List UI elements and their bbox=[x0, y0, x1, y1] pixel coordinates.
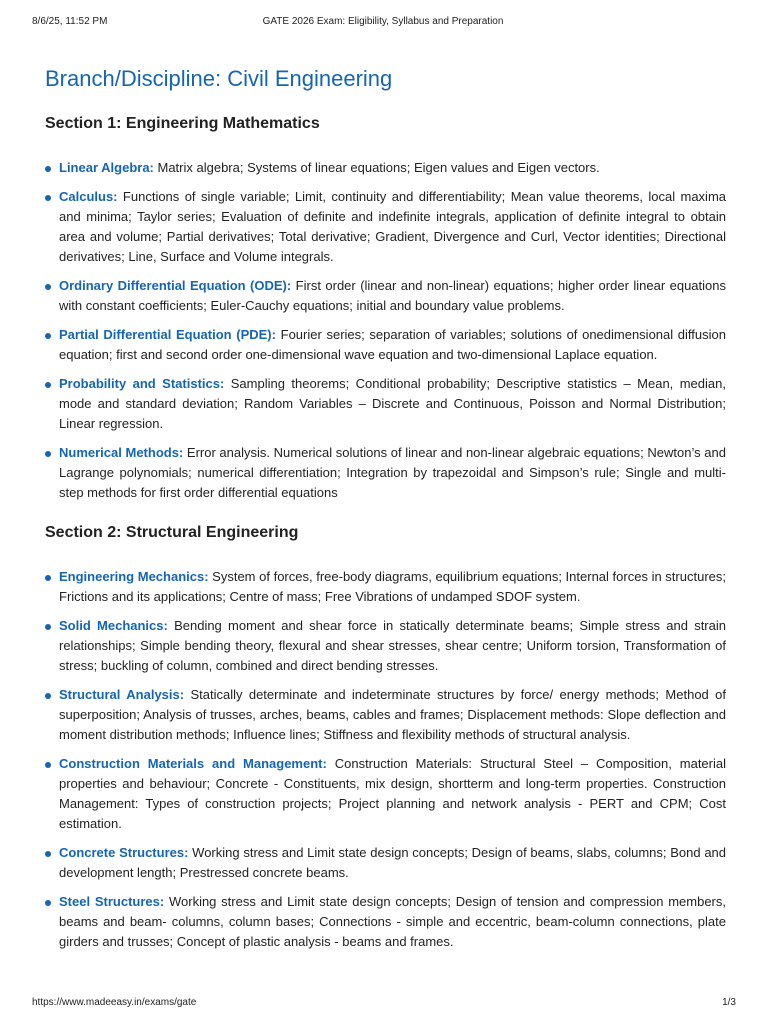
topic-label: Probability and Statistics: bbox=[59, 376, 225, 391]
topic-text: System of forces, free-body diagrams, equilibrium equations; Internal forces in structures; Frictions and its applications; Centre of mass; Free Vibrations of undamped SDOF system. bbox=[59, 569, 726, 604]
topic-label: Concrete Structures: bbox=[59, 845, 189, 860]
topic-label: Steel Structures: bbox=[59, 894, 165, 909]
topic-label: Numerical Methods: bbox=[59, 445, 184, 460]
bullet-icon bbox=[45, 693, 51, 699]
topic-item bbox=[45, 158, 726, 178]
topic-text: Working stress and Limit state design concepts; Design of beams, slabs, columns; Bond and development length; Prestressed concrete beams. bbox=[59, 845, 727, 880]
print-header bbox=[32, 16, 734, 30]
print-url: https://www.madeeasy.in/exams/gate bbox=[32, 997, 197, 1008]
section-1-heading: Section 1: Engineering Mathematics bbox=[45, 115, 320, 132]
topic-item bbox=[45, 443, 726, 503]
topic-text: Functions of single variable; Limit, continuity and differentiability; Mean value theorems, local maxima and minima; Taylor series; Evaluation of definite and indefinite integrals, application of definite integral to obtain area and volume; Partial derivatives; Total derivative; Gradient, Divergence and Curl, Vector identities; Directional derivatives; Line, Surface and Volume integrals. bbox=[59, 189, 726, 264]
page-number: 1/3 bbox=[722, 997, 736, 1008]
topic-text: Statically determinate and indeterminate structures by force/ energy methods; Method of superposition; Analysis of trusses, arches, beams, cables and frames; Displacement methods: Slope deflection and moment distribution methods; Influence lines; Stiffness and flexibility methods of structural analysis. bbox=[59, 687, 726, 742]
topic-label: Ordinary Differential Equation (ODE): bbox=[59, 278, 292, 293]
topic-text: First order (linear and non-linear) equations; higher order linear equations with constant coefficients; Euler-Cauchy equations; initial and boundary value problems. bbox=[59, 278, 726, 313]
bullet-icon bbox=[45, 284, 51, 290]
bullet-icon bbox=[45, 624, 51, 630]
topic-text: Fourier series; separation of variables; solutions of onedimensional diffusion equation; first and second order one-dimensional wave equation and two-dimensional Laplace equation. bbox=[59, 327, 726, 362]
topic-label: Calculus: bbox=[59, 189, 118, 204]
topic-text: Construction Materials: Structural Steel – Composition, material properties and behaviour; Concrete - Constituents, mix design, shortterm and long-term properties. Construction Management: Types of construction projects; Project planning and network analysis - PERT and CPM; Cost estimation. bbox=[59, 756, 726, 831]
topic-item bbox=[45, 685, 726, 745]
bullet-icon bbox=[45, 575, 51, 581]
topic-label: Linear Algebra: bbox=[59, 160, 154, 175]
topic-item bbox=[45, 276, 726, 316]
bullet-icon bbox=[45, 762, 51, 768]
topic-item bbox=[45, 187, 726, 267]
branch-title: Branch/Discipline: Civil Engineering bbox=[45, 66, 393, 91]
topic-text: Error analysis. Numerical solutions of linear and non-linear algebraic equations; Newton’s and Lagrange polynomials; numerical differentiation; Integration by trapezoidal and Simpson’s rule; Single and multi-step methods for first order differential equations bbox=[59, 445, 726, 500]
topic-text: Matrix algebra; Systems of linear equations; Eigen values and Eigen vectors. bbox=[153, 160, 600, 175]
section-2-topic-list bbox=[45, 567, 726, 952]
topic-label: Structural Analysis: bbox=[59, 687, 185, 702]
topic-label: Engineering Mechanics: bbox=[59, 569, 209, 584]
bullet-icon bbox=[45, 900, 51, 906]
topic-label: Solid Mechanics: bbox=[59, 618, 168, 633]
topic-item bbox=[45, 616, 726, 676]
bullet-icon bbox=[45, 333, 51, 339]
topic-label: Construction Materials and Management: bbox=[59, 756, 327, 771]
section-1-topic-list bbox=[45, 158, 726, 503]
page-content bbox=[45, 64, 726, 961]
topic-item bbox=[45, 567, 726, 607]
topic-label: Partial Differential Equation (PDE): bbox=[59, 327, 276, 342]
bullet-icon bbox=[45, 195, 51, 201]
topic-item bbox=[45, 892, 726, 952]
bullet-icon bbox=[45, 851, 51, 857]
topic-item bbox=[45, 843, 726, 883]
topic-item bbox=[45, 374, 726, 434]
bullet-icon bbox=[45, 166, 51, 172]
topic-text: Sampling theorems; Conditional probability; Descriptive statistics – Mean, median, mode and standard deviation; Random Variables – Discrete and Continuous, Poisson and Normal Distribution; Linear regression. bbox=[59, 376, 726, 431]
print-footer bbox=[32, 997, 736, 1011]
bullet-icon bbox=[45, 451, 51, 457]
print-page-title: GATE 2026 Exam: Eligibility, Syllabus and Preparation bbox=[262, 16, 504, 27]
print-datetime: 8/6/25, 11:52 PM bbox=[32, 16, 108, 27]
topic-text: Bending moment and shear force in statically determinate beams; Simple stress and strain relationships; Simple bending theory, flexural and shear stresses, shear centre; Uniform torsion, Transformation of stress; buckling of column, combined and direct bending stresses. bbox=[59, 618, 726, 673]
topic-item bbox=[45, 325, 726, 365]
topic-item bbox=[45, 754, 726, 834]
section-2-heading: Section 2: Structural Engineering bbox=[45, 524, 299, 541]
topic-text: Working stress and Limit state design concepts; Design of tension and compression members, beams and beam- columns, column bases; Connections - simple and eccentric, beam-column connections, plate girders and trusses; Concept of plastic analysis - beams and frames. bbox=[59, 894, 726, 949]
bullet-icon bbox=[45, 382, 51, 388]
